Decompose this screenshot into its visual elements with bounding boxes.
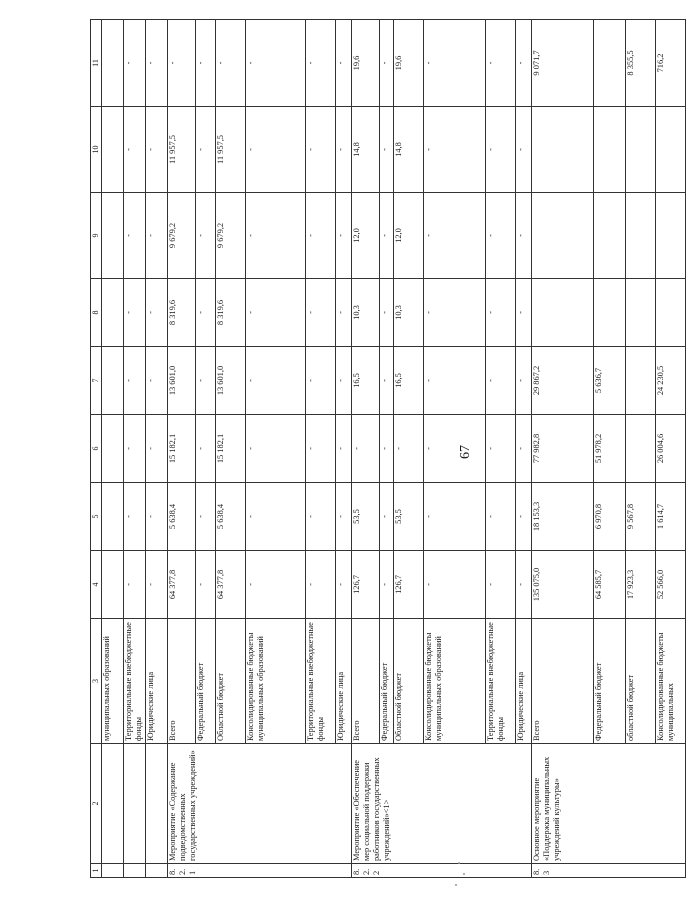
header-cell-11: 11 [91, 20, 102, 107]
value-cell-10: 14,8 [394, 107, 424, 193]
header-cell-7: 7 [91, 347, 102, 415]
value-cell-8: - [424, 279, 486, 347]
row-number-cell: 8.2.2 [352, 864, 532, 878]
value-cell-7: - [246, 347, 306, 415]
value-cell-5: 5 638,4 [168, 483, 196, 551]
value-cell-7: 13 601,0 [168, 347, 196, 415]
value-cell-4: - [516, 551, 532, 619]
value-cell-9: - [306, 193, 336, 279]
value-cell-11: - [424, 20, 486, 107]
header-cell-6: 6 [91, 415, 102, 483]
value-cell-8: 8 319,6 [168, 279, 196, 347]
scan-speck [458, 862, 460, 864]
table-container [90, 20, 675, 878]
value-cell-11 [594, 20, 626, 107]
value-cell-11: - [380, 20, 394, 107]
value-cell-10: - [336, 107, 352, 193]
value-cell-7: - [124, 347, 146, 415]
value-cell-8: - [336, 279, 352, 347]
source-cell: Всего [352, 619, 380, 744]
value-cell-9: 9 679,2 [168, 193, 196, 279]
value-cell-8: - [380, 279, 394, 347]
value-cell-7: - [380, 347, 394, 415]
value-cell-11: 19,6 [352, 20, 380, 107]
row-number-cell: 8.2.1 [168, 864, 352, 878]
budget-table [90, 19, 686, 878]
value-cell-7: - [486, 347, 516, 415]
value-cell-10: - [196, 107, 216, 193]
source-cell: Федеральный бюджет [196, 619, 216, 744]
value-cell-7: - [146, 347, 168, 415]
value-cell-6: - [380, 415, 394, 483]
table-row [146, 20, 168, 878]
value-cell-10 [626, 107, 656, 193]
value-cell-9: - [246, 193, 306, 279]
value-cell-9: - [336, 193, 352, 279]
value-cell-5 [102, 483, 124, 551]
source-cell: Юридические лица [146, 619, 168, 744]
value-cell-4: 126,7 [352, 551, 380, 619]
table-row [124, 20, 146, 878]
value-cell-6: - [336, 415, 352, 483]
value-cell-5: - [306, 483, 336, 551]
table-body [91, 20, 686, 878]
value-cell-7 [626, 347, 656, 415]
value-cell-8: 8 319,6 [216, 279, 246, 347]
value-cell-4: 126,7 [394, 551, 424, 619]
value-cell-8: - [486, 279, 516, 347]
value-cell-5: 5 638,4 [216, 483, 246, 551]
value-cell-10: 11 957,5 [168, 107, 196, 193]
header-cell-9: 9 [91, 193, 102, 279]
value-cell-10: - [486, 107, 516, 193]
header-cell-8: 8 [91, 279, 102, 347]
value-cell-5: - [124, 483, 146, 551]
source-cell: Юридические лица [516, 619, 532, 744]
value-cell-10 [532, 107, 594, 193]
value-cell-7 [102, 347, 124, 415]
value-cell-11: - [146, 20, 168, 107]
header-cell-5: 5 [91, 483, 102, 551]
value-cell-7: 13 601,0 [216, 347, 246, 415]
value-cell-10 [656, 107, 686, 193]
value-cell-11: - [168, 20, 196, 107]
header-cell-3: 3 [91, 619, 102, 744]
number-cell [102, 864, 124, 878]
value-cell-10: 11 957,5 [216, 107, 246, 193]
value-cell-4: 135 075,0 [532, 551, 594, 619]
value-cell-5: - [380, 483, 394, 551]
source-cell: Областной бюджет [216, 619, 246, 744]
event-name-cell: Основное мероприятие «Поддержка муниципальных учреждений культуры» [532, 744, 686, 864]
value-cell-9 [626, 193, 656, 279]
value-cell-11: - [196, 20, 216, 107]
value-cell-6: 77 982,8 [532, 415, 594, 483]
source-cell: Территориальные внебюджетные фонды [124, 619, 146, 744]
value-cell-11: 8 355,5 [626, 20, 656, 107]
event-name-cell: Мероприятие «Содержание подведомственных государственных учреждений» [168, 744, 352, 864]
value-cell-6 [102, 415, 124, 483]
value-cell-10: - [146, 107, 168, 193]
value-cell-4: - [486, 551, 516, 619]
value-cell-11: - [516, 20, 532, 107]
number-cell [124, 864, 146, 878]
header-cell-2: 2 [91, 744, 102, 864]
value-cell-8: - [196, 279, 216, 347]
value-cell-5: - [516, 483, 532, 551]
value-cell-5: 9 567,8 [626, 483, 656, 551]
value-cell-10: - [516, 107, 532, 193]
source-cell: Всего [168, 619, 196, 744]
value-cell-6: 26 004,6 [656, 415, 686, 483]
value-cell-6: - [124, 415, 146, 483]
value-cell-8 [626, 279, 656, 347]
value-cell-4: 64 585,7 [594, 551, 626, 619]
source-cell: Консолидированные бюджеты муниципальных образований [246, 619, 306, 744]
source-cell: Юридические лица [336, 619, 352, 744]
value-cell-4: - [124, 551, 146, 619]
value-cell-6: - [196, 415, 216, 483]
scan-speck [463, 873, 465, 875]
value-cell-5: 18 153,3 [532, 483, 594, 551]
value-cell-4: - [336, 551, 352, 619]
value-cell-9: - [516, 193, 532, 279]
value-cell-11: - [246, 20, 306, 107]
value-cell-4: - [246, 551, 306, 619]
value-cell-8 [102, 279, 124, 347]
value-cell-11: 716,2 [656, 20, 686, 107]
table-row [352, 20, 380, 878]
value-cell-4: 52 566,0 [656, 551, 686, 619]
scan-speck [455, 884, 457, 886]
event-name-cell [124, 744, 146, 864]
value-cell-4: - [196, 551, 216, 619]
source-cell: Консолидированные бюджеты муниципальных образований [424, 619, 486, 744]
value-cell-11: 19,6 [394, 20, 424, 107]
value-cell-7: 24 230,5 [656, 347, 686, 415]
value-cell-6: 51 978,2 [594, 415, 626, 483]
value-cell-6: - [516, 415, 532, 483]
value-cell-6: - [306, 415, 336, 483]
value-cell-7: - [306, 347, 336, 415]
value-cell-9: - [424, 193, 486, 279]
value-cell-8: - [146, 279, 168, 347]
event-name-cell [102, 744, 124, 864]
value-cell-6: - [146, 415, 168, 483]
value-cell-9 [532, 193, 594, 279]
value-cell-8 [656, 279, 686, 347]
value-cell-9: - [380, 193, 394, 279]
value-cell-9: 9 679,2 [216, 193, 246, 279]
value-cell-6: - [246, 415, 306, 483]
header-cell-4: 4 [91, 551, 102, 619]
value-cell-7: - [336, 347, 352, 415]
value-cell-6: 15 182,1 [216, 415, 246, 483]
value-cell-11: - [124, 20, 146, 107]
value-cell-4: - [380, 551, 394, 619]
source-cell: Консолидированные бюджеты муниципальных [656, 619, 686, 744]
value-cell-10: - [380, 107, 394, 193]
value-cell-9 [594, 193, 626, 279]
value-cell-10: - [424, 107, 486, 193]
value-cell-5: 6 970,8 [594, 483, 626, 551]
value-cell-11: - [336, 20, 352, 107]
value-cell-5: - [486, 483, 516, 551]
value-cell-10: 14,8 [352, 107, 380, 193]
row-number-cell: 8.3 [532, 864, 686, 878]
event-name-cell: Мероприятие «Обеспечение мер социальной поддержки работников государственных учреждений»<1> [352, 744, 532, 864]
source-cell: муниципальных образований [102, 619, 124, 744]
value-cell-9 [656, 193, 686, 279]
value-cell-9: 12,0 [394, 193, 424, 279]
value-cell-6: - [394, 415, 424, 483]
value-cell-4: 64 377,8 [168, 551, 196, 619]
value-cell-4: - [306, 551, 336, 619]
value-cell-6: - [424, 415, 486, 483]
value-cell-8 [532, 279, 594, 347]
value-cell-9: 12,0 [352, 193, 380, 279]
value-cell-4: - [424, 551, 486, 619]
source-cell: Федеральный бюджет [594, 619, 626, 744]
value-cell-7: 5 636,7 [594, 347, 626, 415]
value-cell-8: - [124, 279, 146, 347]
value-cell-7: - [424, 347, 486, 415]
header-cell-1: 1 [91, 864, 102, 878]
value-cell-8: 10,3 [394, 279, 424, 347]
source-cell: Территориальные внебюджетные фонды [486, 619, 516, 744]
value-cell-6 [626, 415, 656, 483]
value-cell-5: 53,5 [352, 483, 380, 551]
value-cell-10: - [306, 107, 336, 193]
header-row [91, 20, 102, 878]
value-cell-4 [102, 551, 124, 619]
event-name-cell [146, 744, 168, 864]
value-cell-4: - [146, 551, 168, 619]
value-cell-10: - [124, 107, 146, 193]
number-cell [146, 864, 168, 878]
value-cell-7: 16,5 [352, 347, 380, 415]
table-row [102, 20, 124, 878]
value-cell-9 [102, 193, 124, 279]
source-cell: Территориальные внебюджетные фонды [306, 619, 336, 744]
value-cell-6: - [352, 415, 380, 483]
source-cell: Областной бюджет [394, 619, 424, 744]
source-cell: Федеральный бюджет [380, 619, 394, 744]
value-cell-7: - [516, 347, 532, 415]
value-cell-9: - [486, 193, 516, 279]
value-cell-8: 10,3 [352, 279, 380, 347]
value-cell-7: - [196, 347, 216, 415]
value-cell-11: 9 071,7 [532, 20, 594, 107]
value-cell-5: - [424, 483, 486, 551]
value-cell-5: - [196, 483, 216, 551]
header-cell-10: 10 [91, 107, 102, 193]
value-cell-5: - [336, 483, 352, 551]
value-cell-9: - [146, 193, 168, 279]
page-number: 67 [458, 445, 473, 459]
value-cell-8 [594, 279, 626, 347]
value-cell-5: - [146, 483, 168, 551]
value-cell-7: 29 867,2 [532, 347, 594, 415]
value-cell-10 [102, 107, 124, 193]
value-cell-9: - [196, 193, 216, 279]
value-cell-8: - [306, 279, 336, 347]
value-cell-7: 16,5 [394, 347, 424, 415]
value-cell-8: - [516, 279, 532, 347]
source-cell: Всего [532, 619, 594, 744]
value-cell-4: 64 377,8 [216, 551, 246, 619]
value-cell-11: - [216, 20, 246, 107]
value-cell-11: - [306, 20, 336, 107]
value-cell-9: - [124, 193, 146, 279]
value-cell-5: 53,5 [394, 483, 424, 551]
value-cell-6: - [486, 415, 516, 483]
table-row [532, 20, 594, 878]
value-cell-5: - [246, 483, 306, 551]
value-cell-6: 15 182,1 [168, 415, 196, 483]
value-cell-10: - [246, 107, 306, 193]
value-cell-5: 1 614,7 [656, 483, 686, 551]
source-cell: областной бюджет [626, 619, 656, 744]
value-cell-8: - [246, 279, 306, 347]
value-cell-11: - [486, 20, 516, 107]
value-cell-11 [102, 20, 124, 107]
table-row [168, 20, 196, 878]
value-cell-4: 17 923,3 [626, 551, 656, 619]
value-cell-10 [594, 107, 626, 193]
